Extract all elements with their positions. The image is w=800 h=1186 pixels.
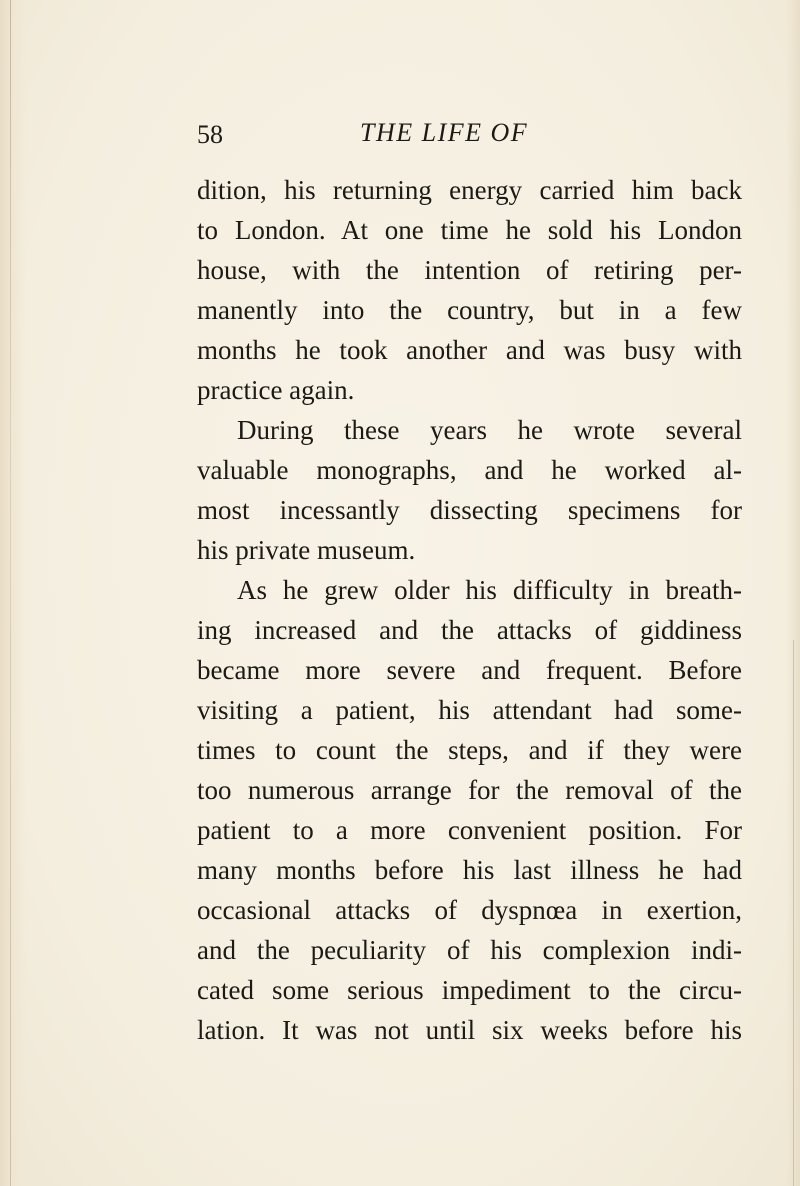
text-line: During these years he wrote several: [237, 415, 742, 445]
page-right-crease: [793, 640, 794, 1186]
page-left-edge: [0, 0, 26, 1186]
text-line: became more severe and frequent. Before: [197, 655, 742, 685]
text-line: times to count the steps, and if they were: [197, 735, 742, 765]
text-line: many months before his last illness he had: [197, 855, 742, 885]
text-line: months he took another and was busy with: [197, 335, 742, 365]
text-line: practice again.: [197, 375, 355, 405]
text-line: dition, his returning energy carried him back: [197, 175, 742, 205]
text-line: patient to a more convenient position. For: [197, 815, 742, 845]
text-line: occasional attacks of dyspnœa in exertion,: [197, 895, 742, 925]
text-line: cated some serious impediment to the circu-: [197, 975, 742, 1005]
text-line: too numerous arrange for the removal of the: [197, 775, 742, 805]
page-gutter-line: [10, 0, 11, 1186]
text-line: manently into the country, but in a few: [197, 295, 742, 325]
text-line: to London. At one time he sold his London: [197, 215, 742, 245]
running-head: THE LIFE OF: [360, 118, 529, 147]
page-header: [0, 108, 800, 148]
text-line: ing increased and the attacks of giddiness: [197, 615, 742, 645]
page-number: 58: [197, 120, 223, 149]
body-text: [197, 170, 742, 1050]
text-line: house, with the intention of retiring per-: [197, 255, 742, 285]
text-line: valuable monographs, and he worked al-: [197, 455, 742, 485]
text-line: and the peculiarity of his complexion indi-: [197, 935, 742, 965]
text-line: his private museum.: [197, 535, 416, 565]
text-line: visiting a patient, his attendant had some-: [197, 695, 742, 725]
text-line: lation. It was not until six weeks before his: [197, 1015, 742, 1045]
text-line: As he grew older his difficulty in breath-: [237, 575, 742, 605]
text-line: most incessantly dissecting specimens for: [197, 495, 742, 525]
